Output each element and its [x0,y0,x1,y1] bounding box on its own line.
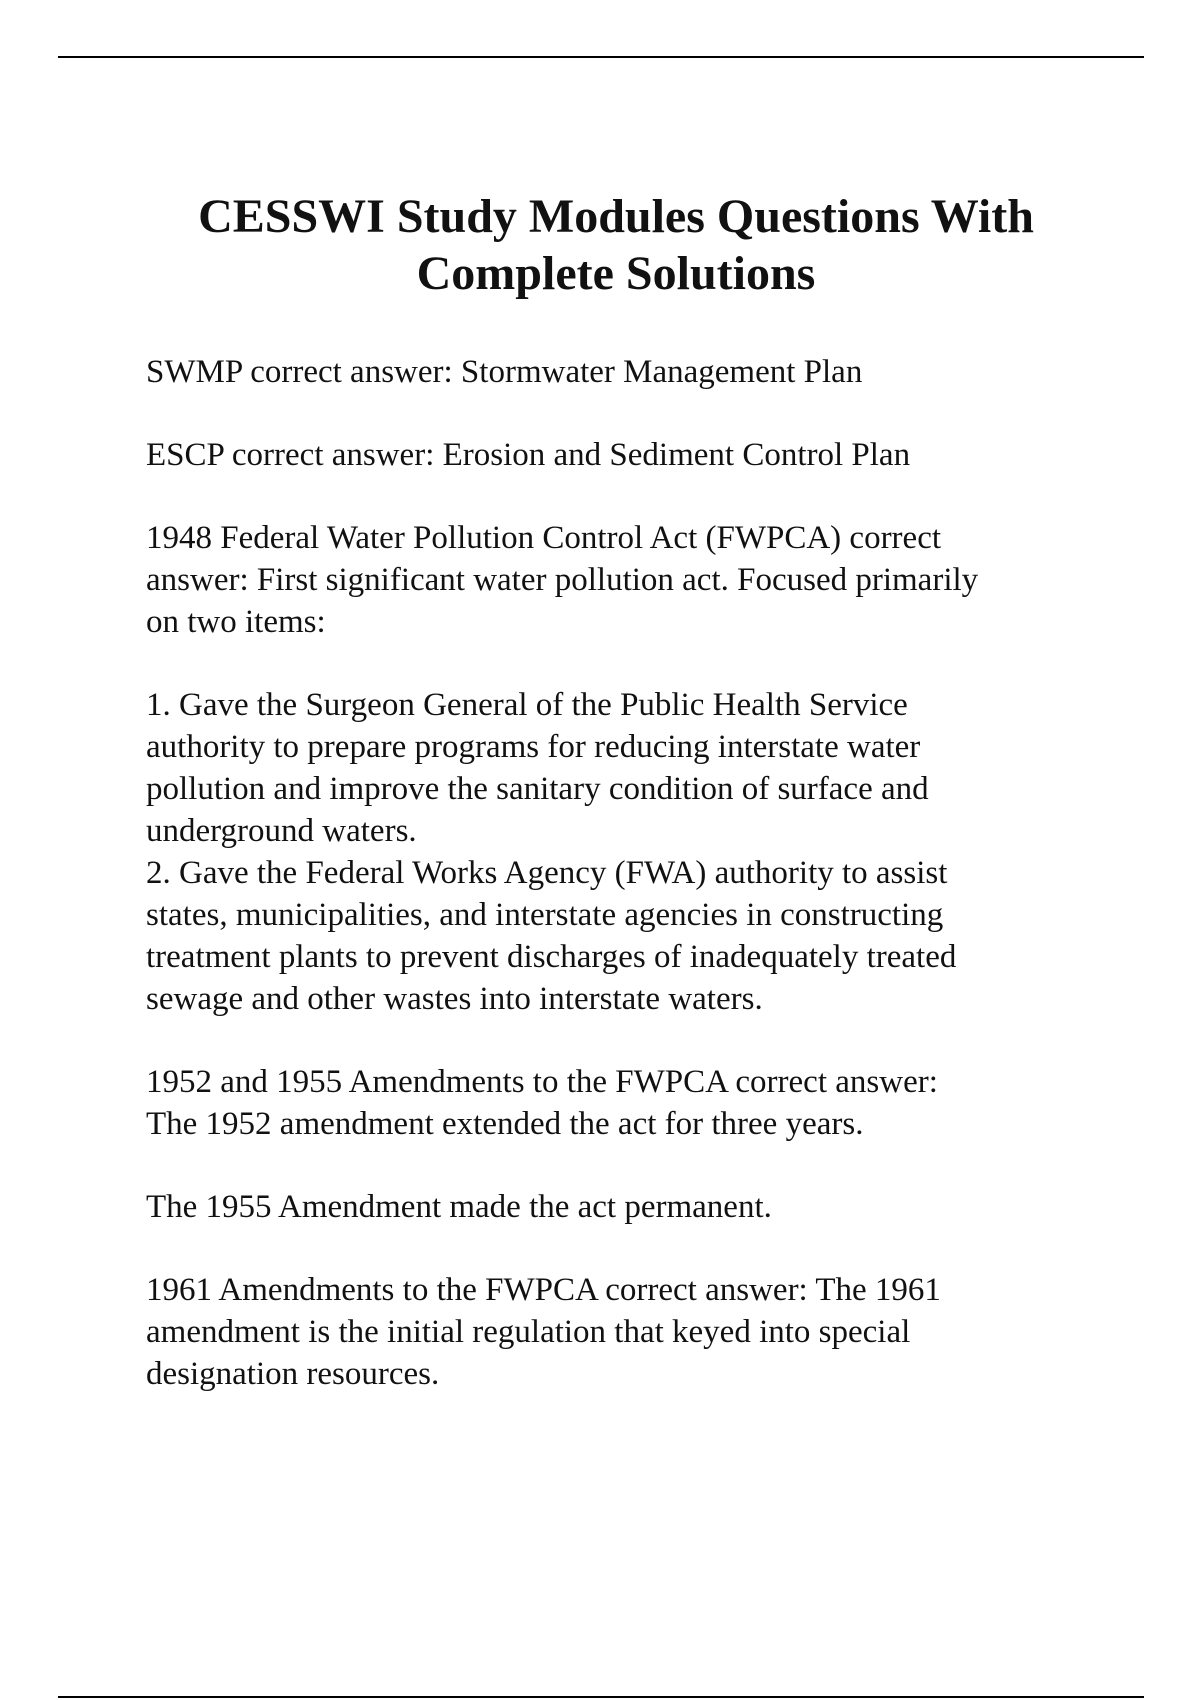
qa-escp [146,434,1106,476]
top-rule [58,56,1144,58]
text-line: sewage and other wastes into interstate waters. [146,981,763,1017]
title-line: Complete Solutions [416,247,816,300]
qa-1961-amendments [146,1269,1106,1395]
text-line: designation resources. [146,1356,440,1392]
text-line: 1961 Amendments to the FWPCA correct answer: The 1961 [146,1272,941,1308]
text-line: The 1955 Amendment made the act permanent. [146,1189,772,1225]
list-item-2 [146,852,1106,1020]
text-line: 1. Gave the Surgeon General of the Public Health Service [146,687,908,723]
text-line: pollution and improve the sanitary condition of surface and [146,771,929,807]
text-line: answer: First significant water pollution act. Focused primarily [146,562,979,598]
text-line: amendment is the initial regulation that keyed into special [146,1314,911,1350]
qa-1948-fwpca [146,517,1106,643]
text-line: underground waters. [146,813,417,849]
text-line: ESCP correct answer: Erosion and Sediment Control Plan [146,437,911,473]
qa-swmp [146,351,1106,393]
qa-1952-1955-amendments [146,1061,1106,1145]
text-line: The 1952 amendment extended the act for three years. [146,1106,864,1142]
text-line: states, municipalities, and interstate agencies in constructing [146,897,944,933]
text-line: 1948 Federal Water Pollution Control Act (FWPCA) correct [146,520,942,556]
text-line: on two items: [146,604,326,640]
text-line: authority to prepare programs for reducing interstate water [146,729,921,765]
text-line: 2. Gave the Federal Works Agency (FWA) authority to assist [146,855,948,891]
title-line: CESSWI Study Modules Questions With [198,190,1034,243]
bottom-rule [58,1696,1144,1698]
note-1955-amendment [146,1186,1106,1228]
list-item-1 [146,684,1106,852]
text-line: SWMP correct answer: Stormwater Management Plan [146,354,863,390]
text-line: treatment plants to prevent discharges of inadequately treated [146,939,957,975]
document-body [146,351,1106,1436]
page-title [60,188,1172,302]
text-line: 1952 and 1955 Amendments to the FWPCA correct answer: [146,1064,938,1100]
